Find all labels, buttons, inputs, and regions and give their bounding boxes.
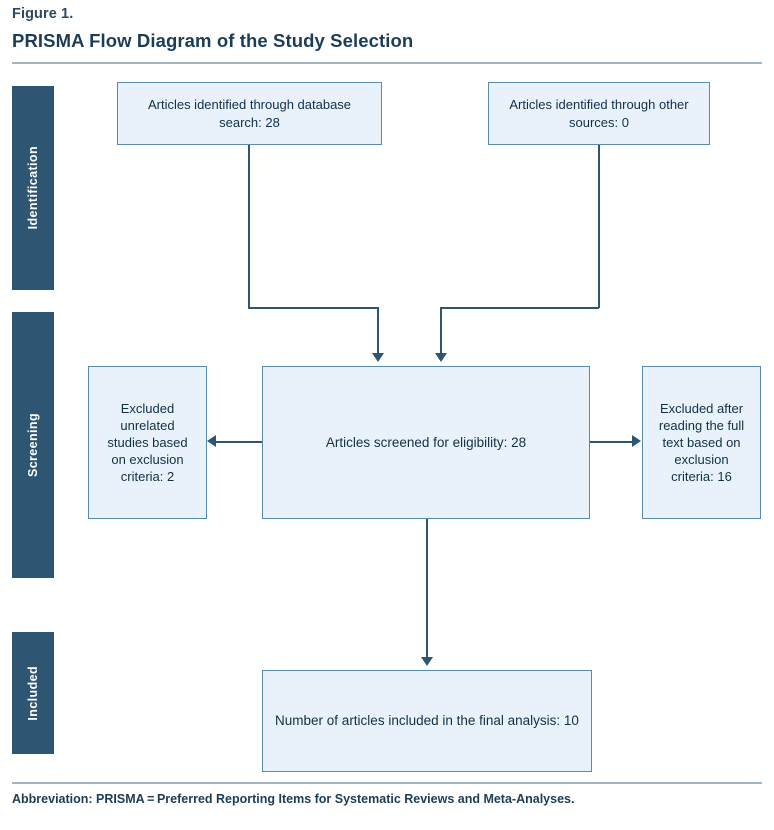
stage-label-screening: Screening (26, 412, 40, 478)
divider-bottom (12, 782, 762, 784)
arrow-right-icon (632, 435, 641, 447)
box-database-search: Articles identified through database search: 28 (117, 82, 382, 145)
connector-other-horizontal (440, 307, 599, 309)
connector-db-vertical (248, 145, 250, 308)
box-excluded-unrelated: Excluded unrelated studies based on exclusion criteria: 2 (88, 366, 207, 519)
arrow-down-db-icon (372, 353, 384, 362)
figure-footnote: Abbreviation: PRISMA = Preferred Reporting Items for Systematic Reviews and Meta-Analyses. (12, 792, 575, 806)
box-included-final: Number of articles included in the final analysis: 10 (262, 670, 592, 772)
arrow-left-icon (207, 435, 216, 447)
arrow-down-other-icon (435, 353, 447, 362)
connector-db-drop (377, 307, 379, 355)
divider-top (12, 62, 762, 64)
connector-excluded-right (590, 441, 633, 443)
connector-excluded-left (216, 441, 262, 443)
arrow-down-included-icon (421, 657, 433, 666)
box-excluded-fulltext: Excluded after reading the full text based on exclusion criteria: 16 (642, 366, 761, 519)
stage-bar-included (12, 632, 54, 754)
stage-label-identification: Identification (26, 146, 40, 230)
figure-title: PRISMA Flow Diagram of the Study Selection (12, 30, 414, 51)
connector-other-drop (440, 307, 442, 355)
stage-label-included: Included (26, 665, 40, 721)
connector-other-vertical (598, 145, 600, 308)
box-other-sources: Articles identified through other sources: 0 (488, 82, 710, 145)
stage-bar-screening (12, 312, 54, 578)
connector-db-horizontal (248, 307, 378, 309)
box-articles-screened: Articles screened for eligibility: 28 (262, 366, 590, 519)
connector-included-vertical (426, 519, 428, 659)
figure-label: Figure 1. (12, 6, 74, 22)
stage-bar-identification (12, 86, 54, 290)
